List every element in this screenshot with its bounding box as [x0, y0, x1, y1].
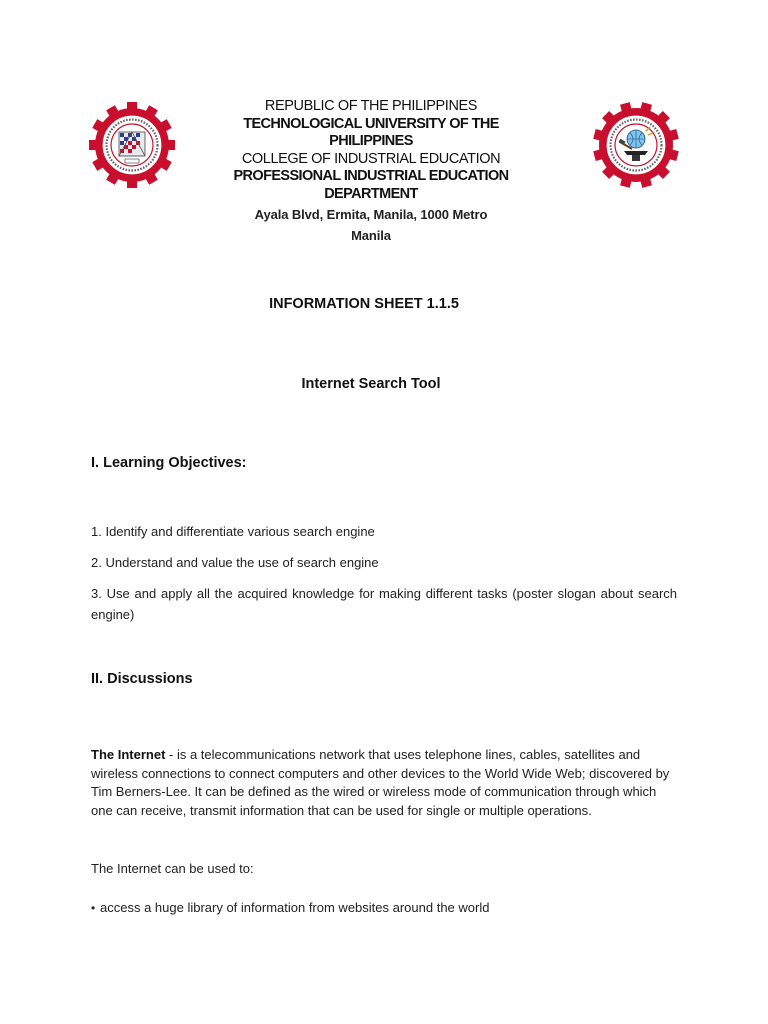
discussions-heading: II. Discussions	[91, 671, 193, 687]
bullet-text: access a huge library of information from websites around the world	[100, 900, 490, 915]
internet-term: The Internet	[91, 747, 166, 762]
bullet-list-item	[91, 899, 489, 917]
bullet-dot-icon: •	[91, 901, 96, 915]
cie-seal-logo	[593, 101, 679, 189]
objective-item: 3. Use and apply all the acquired knowledge for making different tasks (poster slogan about search engine)	[91, 586, 677, 622]
letterhead-university: TECHNOLOGICAL UNIVERSITY OF THE	[243, 115, 499, 132]
internet-definition-paragraph	[91, 746, 681, 820]
objective-item: 1. Identify and differentiate various search engine	[91, 524, 375, 539]
information-sheet-title: INFORMATION SHEET 1.1.5	[269, 296, 459, 312]
internet-definition: - is a telecommunications network that uses telephone lines, cables, satellites and wireless connections to connect computers and other devices to the World Wide Web; discovered by Tim Berners-Lee. It can be defined as the wired or wireless mode of communication through which one can receive, transmit information that can be used for single or multiple operations.	[91, 747, 670, 818]
letterhead-address: Ayala Blvd, Ermita, Manila, 1000 Metro	[254, 207, 488, 222]
objective-item: 2. Understand and value the use of search engine	[91, 555, 379, 570]
letterhead-university-cont: PHILIPPINES	[329, 133, 413, 149]
letterhead	[226, 98, 516, 246]
internet-uses-intro: The Internet can be used to:	[91, 861, 254, 876]
letterhead-address-cont: Manila	[351, 228, 391, 243]
learning-objectives-heading: I. Learning Objectives:	[91, 455, 247, 471]
letterhead-college: COLLEGE OF INDUSTRIAL EDUCATION	[241, 150, 501, 167]
topic-title: Internet Search Tool	[301, 376, 441, 392]
letterhead-department-cont: DEPARTMENT	[324, 185, 418, 202]
letterhead-republic: REPUBLIC OF THE PHILIPPINES	[264, 98, 478, 114]
tup-seal-logo	[89, 101, 175, 189]
letterhead-department: PROFESSIONAL INDUSTRIAL EDUCATION	[233, 168, 509, 184]
